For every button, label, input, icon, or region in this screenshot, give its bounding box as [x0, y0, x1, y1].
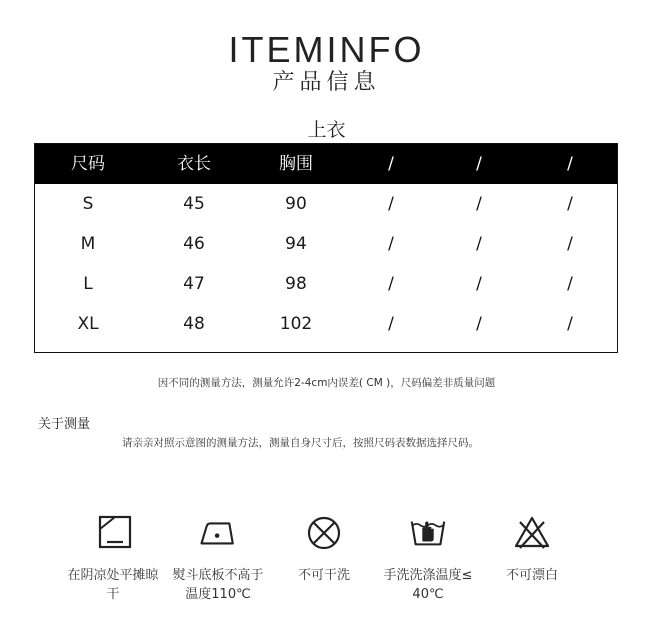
header-cell-empty: /: [476, 154, 482, 174]
length-cell: 47: [183, 274, 205, 294]
size-cell: L: [83, 274, 93, 294]
empty-cell: /: [567, 274, 573, 294]
empty-cell: /: [388, 314, 394, 334]
no-bleach-icon: [512, 513, 552, 553]
empty-cell: /: [567, 314, 573, 334]
empty-cell: /: [567, 234, 573, 254]
no-dry-clean-icon: [304, 513, 344, 553]
length-cell: 45: [183, 194, 205, 214]
care-label-shade-dry: 在阴凉处平摊晾 干: [67, 568, 159, 602]
length-cell: 46: [183, 234, 205, 254]
chest-cell: 94: [285, 234, 307, 254]
about-measurement-text: 请亲亲对照示意图的测量方法，测量自身尺寸后，按照尺码表数据选择尺码。: [122, 437, 479, 449]
care-label-hand-wash: 手洗洗涤温度≤ 40℃: [383, 568, 473, 602]
page-subtitle: 产品信息: [272, 70, 381, 95]
empty-cell: /: [476, 194, 482, 214]
empty-cell: /: [476, 314, 482, 334]
header-cell-length: 衣长: [177, 154, 211, 174]
empty-cell: /: [476, 234, 482, 254]
about-measurement-title: 关于测量: [38, 417, 91, 432]
table-header-row: [35, 144, 617, 184]
care-label-iron: 熨斗底板不高于 温度110℃: [172, 568, 264, 602]
table-section-title: 上衣: [307, 119, 346, 141]
empty-cell: /: [388, 234, 394, 254]
measurement-note: 因不同的测量方法，测量允许2-4cm内误差( CM )，尺码偏差非质量问题: [157, 377, 496, 389]
care-label-no-bleach: 不可漂白: [505, 568, 558, 583]
size-cell: XL: [77, 314, 99, 334]
table-row: [35, 304, 617, 344]
size-table: [34, 143, 618, 353]
header-cell-empty: /: [388, 154, 394, 174]
table-row: [35, 224, 617, 264]
size-cell: M: [80, 234, 96, 254]
size-cell: S: [82, 194, 94, 214]
empty-cell: /: [476, 274, 482, 294]
empty-cell: /: [388, 194, 394, 214]
header-cell-size: 尺码: [71, 154, 105, 174]
care-label-no-dry-clean: 不可干洗: [297, 568, 350, 583]
iron-low-icon: [198, 513, 238, 553]
table-row: [35, 184, 617, 224]
header-cell-empty: /: [567, 154, 573, 174]
empty-cell: /: [567, 194, 573, 214]
chest-cell: 102: [279, 314, 313, 334]
table-row: [35, 264, 617, 304]
hand-wash-icon: [408, 512, 448, 552]
length-cell: 48: [183, 314, 205, 334]
shade-dry-icon: [95, 513, 135, 553]
page-title: ITEMINFO: [228, 29, 425, 70]
empty-cell: /: [388, 274, 394, 294]
chest-cell: 98: [285, 274, 307, 294]
chest-cell: 90: [285, 194, 307, 214]
header-cell-chest: 胸围: [279, 154, 313, 174]
